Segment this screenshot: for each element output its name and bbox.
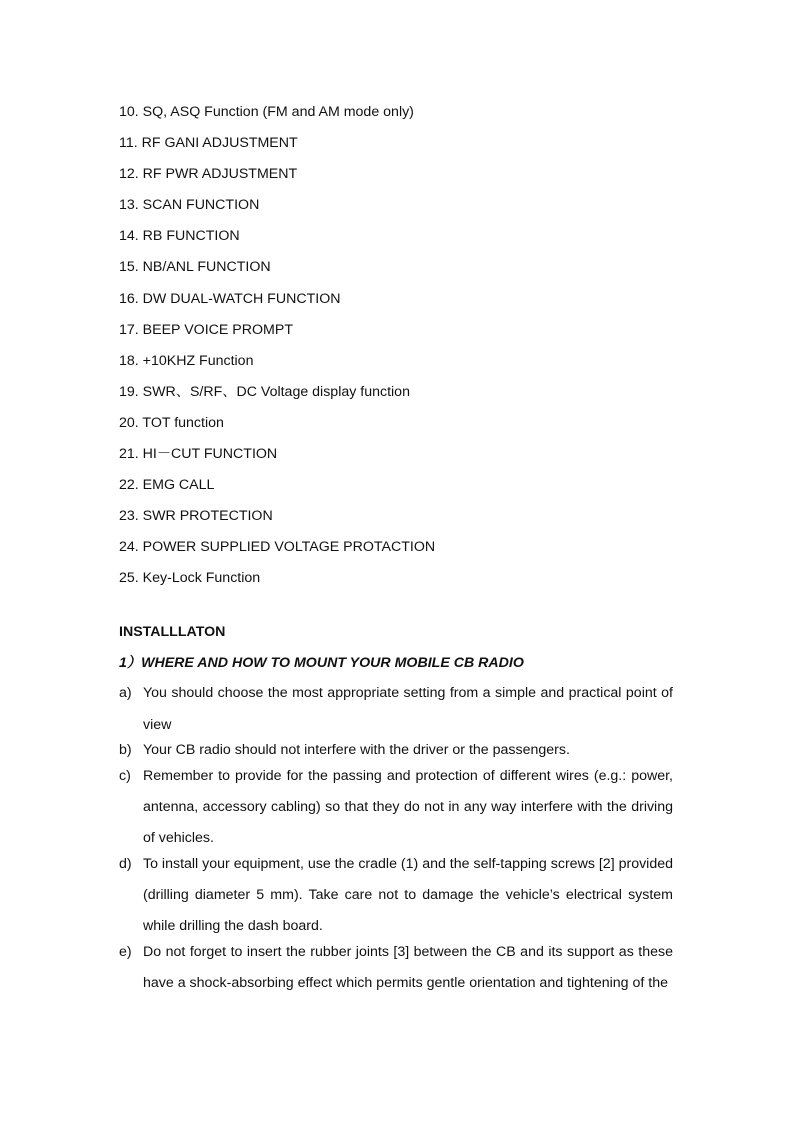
instruction-text: Remember to provide for the passing and protection of different wires (e.g.: power, antenna, accessory cabling) so that they do not in any way interfere with the driving of vehicles.: [143, 767, 673, 847]
instruction-text: Your CB radio should not interfere with the driver or the passengers.: [143, 742, 570, 759]
feature-item: 25. Key-Lock Function: [119, 570, 261, 587]
installation-instructions: [119, 684, 673, 999]
feature-item: 21. HI－CUT FUNCTION: [119, 446, 278, 463]
instruction-marker: c): [119, 767, 131, 784]
instruction-marker: d): [119, 855, 132, 872]
instruction-text: You should choose the most appropriate setting from a simple and practical point of view: [143, 685, 673, 733]
feature-list: [119, 102, 679, 600]
feature-item: 15. NB/ANL FUNCTION: [119, 259, 271, 276]
instruction-text: To install your equipment, use the cradle (1) and the self-tapping screws [2] provided (drilling diameter 5 mm). Take care not to damage the vehicle’s electrical system while drilling the dash board.: [143, 855, 673, 935]
instruction-item: [119, 678, 673, 740]
installation-heading: INSTALLLATON: [119, 624, 226, 640]
feature-item: 18. +10KHZ Function: [119, 352, 254, 369]
instruction-marker: b): [119, 742, 132, 759]
feature-item: 22. EMG CALL: [119, 477, 215, 494]
instruction-marker: e): [119, 943, 132, 960]
instruction-text: Do not forget to insert the rubber joints [3] between the CB and its support as these have a shock-absorbing effect which permits gentle orientation and tightening of the: [143, 943, 673, 992]
instruction-item: [119, 849, 673, 943]
feature-item: 23. SWR PROTECTION: [119, 508, 273, 525]
instruction-item: [119, 761, 673, 855]
mounting-subheading: 1）WHERE AND HOW TO MOUNT YOUR MOBILE CB RADIO: [119, 655, 524, 671]
feature-item: 20. TOT function: [119, 414, 224, 431]
feature-item: 12. RF PWR ADJUSTMENT: [119, 166, 298, 183]
feature-item: 17. BEEP VOICE PROMPT: [119, 321, 293, 338]
instruction-item: [119, 937, 673, 999]
feature-item: 11. RF GANI ADJUSTMENT: [119, 135, 298, 152]
instruction-marker: a): [119, 685, 132, 702]
feature-item: 16. DW DUAL-WATCH FUNCTION: [119, 290, 341, 307]
feature-item: 14. RB FUNCTION: [119, 228, 240, 245]
feature-item: 10. SQ, ASQ Function (FM and AM mode only): [119, 104, 414, 120]
feature-item: 19. SWR、S/RF、DC Voltage display function: [119, 383, 410, 400]
feature-item: 24. POWER SUPPLIED VOLTAGE PROTACTION: [119, 539, 436, 556]
feature-item: 13. SCAN FUNCTION: [119, 197, 260, 214]
